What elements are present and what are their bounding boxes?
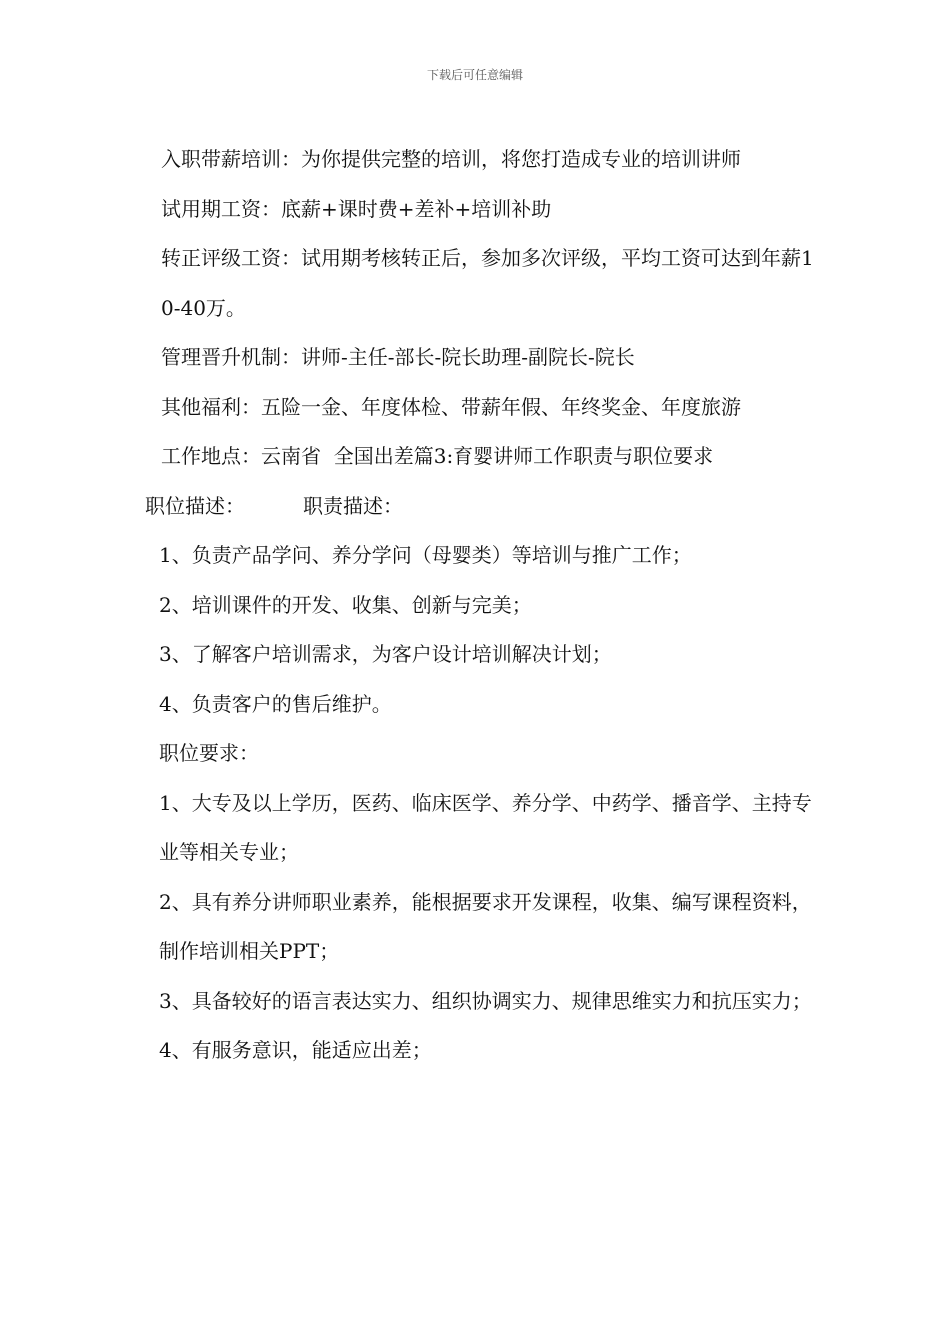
duty-item-1: 1、负责产品学问、养分学问（母婴类）等培训与推广工作； — [159, 543, 692, 567]
paragraph-description-heading — [145, 482, 820, 532]
requirement-item-2: 2、具有养分讲师职业素养，能根据要求开发课程，收集、编写课程资料，制作培训相关PPT； — [159, 889, 812, 963]
requirement-item-3: 3、具备较好的语言表达实力、组织协调实力、规律思维实力和抗压实力； — [159, 988, 812, 1013]
duty-description-label: 职责描述： — [303, 493, 403, 518]
paragraph-onboarding-training: 入职带薪培训：为你提供完整的培训，将您打造成专业的培训讲师 — [161, 147, 741, 171]
paragraph-location: 工作地点：云南省 全国出差篇3:育婴讲师工作职责与职位要求 — [161, 444, 714, 468]
requirements-heading: 职位要求： — [159, 741, 259, 765]
duty-item-3: 3、了解客户培训需求，为客户设计培训解决计划； — [159, 642, 612, 666]
page-header: 下载后可任意编辑 — [426, 68, 523, 82]
paragraph-promotion: 管理晋升机制：讲师-主任-部长-院长助理-副院长-院长 — [161, 345, 635, 369]
requirement-item-1: 1、大专及以上学历，医药、临床医学、养分学、中药学、播音学、主持专业等相关专业； — [159, 790, 812, 864]
job-description-label: 职位描述： — [145, 493, 245, 518]
duty-item-2: 2、培训课件的开发、收集、创新与完美； — [159, 592, 532, 617]
paragraph-probation-salary: 试用期工资：底薪+课时费+差补+培训补助 — [161, 196, 552, 221]
duty-item-4: 4、负责客户的售后维护。 — [159, 691, 392, 716]
requirement-item-4: 4、有服务意识，能适应出差； — [159, 1038, 432, 1062]
paragraph-benefits: 其他福利：五险一金、年度体检、带薪年假、年终奖金、年度旅游 — [161, 394, 741, 419]
paragraph-regular-salary: 转正评级工资：试用期考核转正后，参加多次评级，平均工资可达到年薪10-40万。 — [161, 246, 814, 320]
document-body — [145, 135, 820, 1076]
